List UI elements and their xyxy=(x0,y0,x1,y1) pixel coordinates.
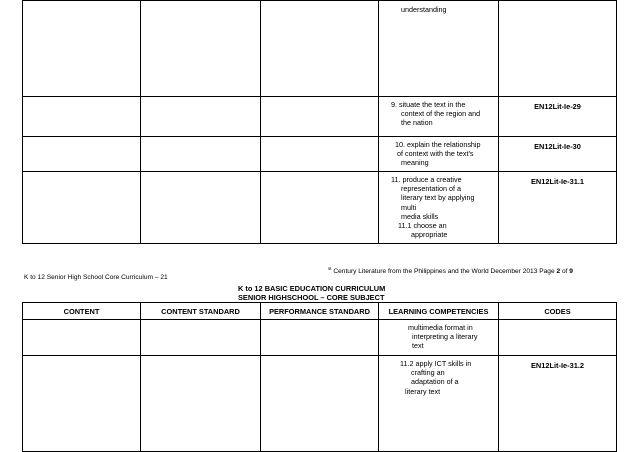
page-subtitle: SENIOR HIGHSCHOOL – CORE SUBJECT xyxy=(238,293,385,302)
page-number: 2 xyxy=(556,268,561,276)
content-cell xyxy=(23,97,141,137)
content-standard-cell xyxy=(141,172,261,244)
content-cell xyxy=(23,1,141,97)
table-row xyxy=(23,97,617,137)
table-row xyxy=(23,1,617,97)
footer-text: Century Literature from the Philippines and the World December 2013 Page xyxy=(331,268,557,276)
header-codes: CODES xyxy=(499,303,617,320)
competency-line: appropriate xyxy=(411,230,448,240)
competency-line: representation of a xyxy=(401,184,461,194)
competency-line: 11.2 apply ICT skills in xyxy=(400,359,472,368)
competency-line: crafting an xyxy=(411,368,445,378)
competency-line: of context with the text's xyxy=(397,149,474,159)
learning-competency-cell xyxy=(379,137,499,172)
competency-line: multimedia format in xyxy=(408,323,473,332)
competency-line: context of the region and xyxy=(401,109,481,119)
competency-line: adaptation of a xyxy=(411,377,459,387)
performance-standard-cell xyxy=(261,172,379,244)
table-header-row xyxy=(23,303,617,320)
competency-table-bottom xyxy=(22,302,617,452)
performance-standard-cell xyxy=(261,137,379,172)
header-performance-standard: PERFORMANCE STANDARD xyxy=(261,303,379,320)
content-standard-cell xyxy=(141,356,261,452)
footer-of: of xyxy=(560,268,570,276)
content-standard-cell xyxy=(141,1,261,97)
content-standard-cell xyxy=(141,320,261,356)
header-content-standard: CONTENT STANDARD xyxy=(141,303,261,320)
competency-line: media skills xyxy=(401,211,439,221)
page-title: K to 12 BASIC EDUCATION CURRICULUM xyxy=(238,284,386,293)
header-learning-competencies: LEARNING COMPETENCIES xyxy=(379,303,499,320)
learning-competency-cell xyxy=(379,1,499,97)
content-cell xyxy=(23,137,141,172)
competency-line: literary text xyxy=(405,386,441,396)
learning-competency-cell xyxy=(379,356,499,452)
learning-competency-cell xyxy=(379,320,499,356)
competency-line: 11. produce a creative xyxy=(391,175,462,184)
footer-superscript: st xyxy=(328,266,332,271)
performance-standard-cell xyxy=(261,97,379,137)
performance-standard-cell xyxy=(261,320,379,356)
table-row xyxy=(23,172,617,244)
table-row xyxy=(23,320,617,356)
content-cell xyxy=(23,172,141,244)
content-standard-cell xyxy=(141,137,261,172)
content-cell xyxy=(23,320,141,356)
competency-table-top xyxy=(22,0,617,244)
page-total: 9 xyxy=(569,268,573,276)
content-cell xyxy=(23,356,141,452)
code-cell: EN12Lit-Ie-30 xyxy=(499,137,617,172)
header-content: CONTENT xyxy=(23,303,141,320)
code-cell xyxy=(499,320,617,356)
competency-line: literary text by applying xyxy=(401,193,475,203)
code-cell: EN12Lit-Ie-31.1 xyxy=(499,172,617,244)
competency-line: multi xyxy=(401,202,417,212)
learning-competency-cell xyxy=(379,172,499,244)
competency-line: 10. explain the relationship xyxy=(395,140,481,149)
table-row xyxy=(23,356,617,452)
competency-line: interpreting a literary xyxy=(412,332,478,342)
competency-line: text xyxy=(412,341,424,351)
competency-line: meaning xyxy=(401,158,429,168)
performance-standard-cell xyxy=(261,1,379,97)
curriculum-label: K to 12 Senior High School Core Curriculum – 21 xyxy=(24,274,168,281)
code-cell: EN12Lit-Ie-29 xyxy=(499,97,617,137)
code-cell: EN12Lit-Ie-31.2 xyxy=(499,356,617,452)
learning-competency-cell xyxy=(379,97,499,137)
performance-standard-cell xyxy=(261,356,379,452)
competency-line: 11.1 choose an xyxy=(398,221,447,231)
table-row xyxy=(23,137,617,172)
page-footer xyxy=(328,266,573,275)
content-standard-cell xyxy=(141,97,261,137)
competency-line: understanding xyxy=(401,5,447,14)
competency-line: the nation xyxy=(401,118,433,128)
code-cell xyxy=(499,1,617,97)
competency-line: 9. situate the text in the xyxy=(391,100,466,109)
